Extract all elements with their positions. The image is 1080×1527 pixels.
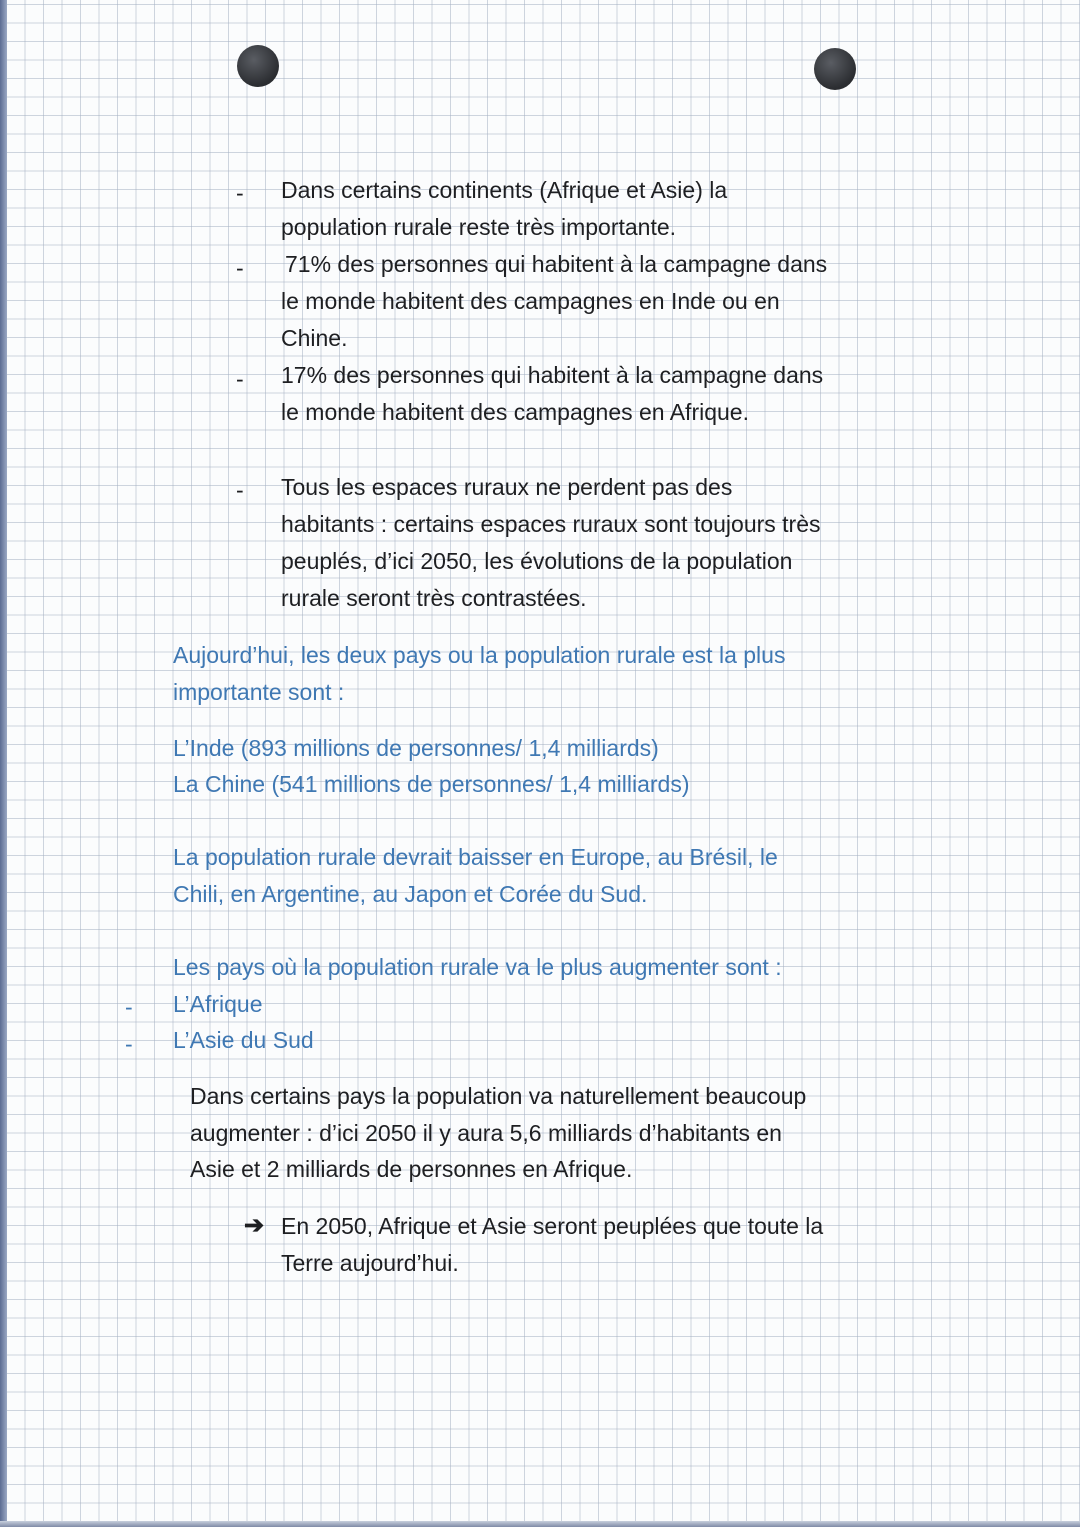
conclusion-line-1: En 2050, Afrique et Asie seront peuplées que toute la — [281, 1213, 824, 1239]
growth-dash: - — [125, 994, 133, 1020]
decline-line-1: La population rurale devrait baisser en Europe, au Brésil, le — [173, 844, 778, 870]
page-left-edge — [0, 0, 7, 1527]
bullet-dash: - — [236, 477, 244, 503]
today-intro-line-1: Aujourd’hui, les deux pays ou la population rurale est la plus — [173, 642, 786, 668]
bullet-2-line-3: Chine. — [281, 325, 348, 351]
bullet-2-line-1: 71% des personnes qui habitent à la campagne dans — [285, 251, 828, 277]
punch-hole-right — [814, 48, 856, 90]
paragraph-line-1: Dans certains pays la population va naturellement beaucoup — [190, 1083, 807, 1109]
paragraph-line-3: Asie et 2 milliards de personnes en Afrique. — [190, 1156, 633, 1182]
bullet-dash: - — [236, 366, 244, 392]
bullet-3-line-2: le monde habitent des campagnes en Afrique. — [281, 399, 749, 425]
punch-hole-left — [237, 45, 279, 87]
arrow-right-icon: ➔ — [244, 1212, 265, 1239]
bullet-4-line-4: rurale seront très contrastées. — [281, 585, 587, 611]
bullet-2-line-2: le monde habitent des campagnes en Inde ou en — [281, 288, 780, 314]
today-intro-line-2: importante sont : — [173, 679, 345, 705]
country-india: L’Inde (893 millions de personnes/ 1,4 milliards) — [173, 735, 659, 761]
growth-region-africa: L’Afrique — [173, 991, 263, 1017]
conclusion-line-2: Terre aujourd’hui. — [281, 1250, 459, 1276]
growth-dash: - — [125, 1031, 133, 1057]
bullet-4-line-3: peuplés, d’ici 2050, les évolutions de la population — [281, 548, 793, 574]
paragraph-line-2: augmenter : d’ici 2050 il y aura 5,6 milliards d’habitants en — [190, 1120, 782, 1146]
bullet-4-line-1: Tous les espaces ruraux ne perdent pas des — [281, 474, 733, 500]
bullet-1-line-1: Dans certains continents (Afrique et Asie) la — [281, 177, 728, 203]
growth-region-south-asia: L’Asie du Sud — [173, 1027, 314, 1053]
growth-intro: Les pays où la population rurale va le plus augmenter sont : — [173, 954, 782, 980]
bullet-4-line-2: habitants : certains espaces ruraux sont toujours très — [281, 511, 821, 537]
bullet-dash: - — [236, 255, 244, 281]
page-bottom-edge — [0, 1521, 1080, 1527]
bullet-dash: - — [236, 180, 244, 206]
country-china: La Chine (541 millions de personnes/ 1,4 milliards) — [173, 771, 690, 797]
bullet-1-line-2: population rurale reste très importante. — [281, 214, 677, 240]
bullet-3-line-1: 17% des personnes qui habitent à la campagne dans — [281, 362, 824, 388]
decline-line-2: Chili, en Argentine, au Japon et Corée du Sud. — [173, 881, 648, 907]
